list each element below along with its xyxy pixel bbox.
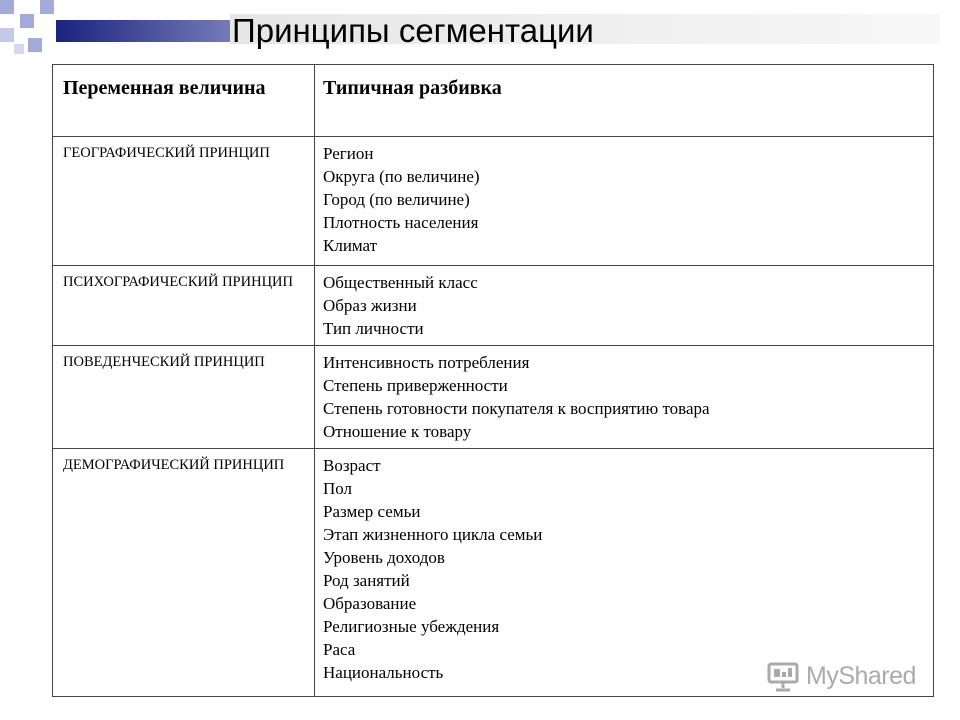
principle-cell — [53, 346, 315, 449]
principle-label: ПСИХОГРАФИЧЕСКИЙ ПРИНЦИП — [63, 274, 293, 290]
slide-title: Принципы сегментации — [232, 12, 594, 49]
principle-label: ПОВЕДЕНЧЕСКИЙ ПРИНЦИП — [63, 354, 265, 370]
list-item: Регион — [323, 144, 374, 163]
list-item: Отношение к товару — [323, 422, 472, 441]
header-variable-label: Переменная величина — [63, 77, 266, 99]
list-item: Размер семьи — [323, 502, 421, 521]
list-item: Климат — [323, 236, 378, 255]
list-item: Степень готовности покупателя к восприятию товара — [323, 399, 710, 418]
watermark-text: MyShared — [806, 661, 916, 690]
list-item: Род занятий — [323, 571, 410, 590]
header-breakdown — [315, 65, 934, 137]
principle-label: ДЕМОГРАФИЧЕСКИЙ ПРИНЦИП — [63, 457, 285, 473]
list-item: Город (по величине) — [323, 190, 470, 209]
list-item: Образование — [323, 594, 417, 613]
list-item: Этап жизненного цикла семьи — [323, 525, 543, 544]
header-variable — [53, 65, 315, 137]
list-item: Образ жизни — [323, 296, 417, 315]
list-item: Плотность населения — [323, 213, 479, 232]
list-item: Уровень доходов — [323, 548, 445, 567]
list-item: Интенсивность потребления — [323, 353, 530, 372]
list-item: Возраст — [323, 456, 381, 475]
header-breakdown-label: Типичная разбивка — [323, 77, 502, 99]
presentation-board-icon — [766, 659, 800, 693]
breakdown-cell — [315, 266, 934, 346]
list-item: Раса — [323, 640, 356, 659]
list-item: Пол — [323, 479, 353, 498]
breakdown-cell — [315, 346, 934, 449]
principle-cell — [53, 449, 315, 697]
table-row — [53, 346, 934, 449]
table-row — [53, 266, 934, 346]
principle-cell — [53, 137, 315, 266]
list-item: Тип личности — [323, 319, 424, 338]
table-row — [53, 137, 934, 266]
list-item: Общественный класс — [323, 273, 478, 292]
list-item: Округа (по величине) — [323, 167, 480, 186]
principle-label: ГЕОГРАФИЧЕСКИЙ ПРИНЦИП — [63, 145, 270, 161]
segmentation-table — [52, 64, 934, 697]
table-header-row — [53, 65, 934, 137]
principle-cell — [53, 266, 315, 346]
list-item: Степень приверженности — [323, 376, 508, 395]
watermark — [766, 656, 916, 696]
list-item: Религиозные убеждения — [323, 617, 500, 636]
list-item: Национальность — [323, 663, 444, 682]
breakdown-cell — [315, 137, 934, 266]
